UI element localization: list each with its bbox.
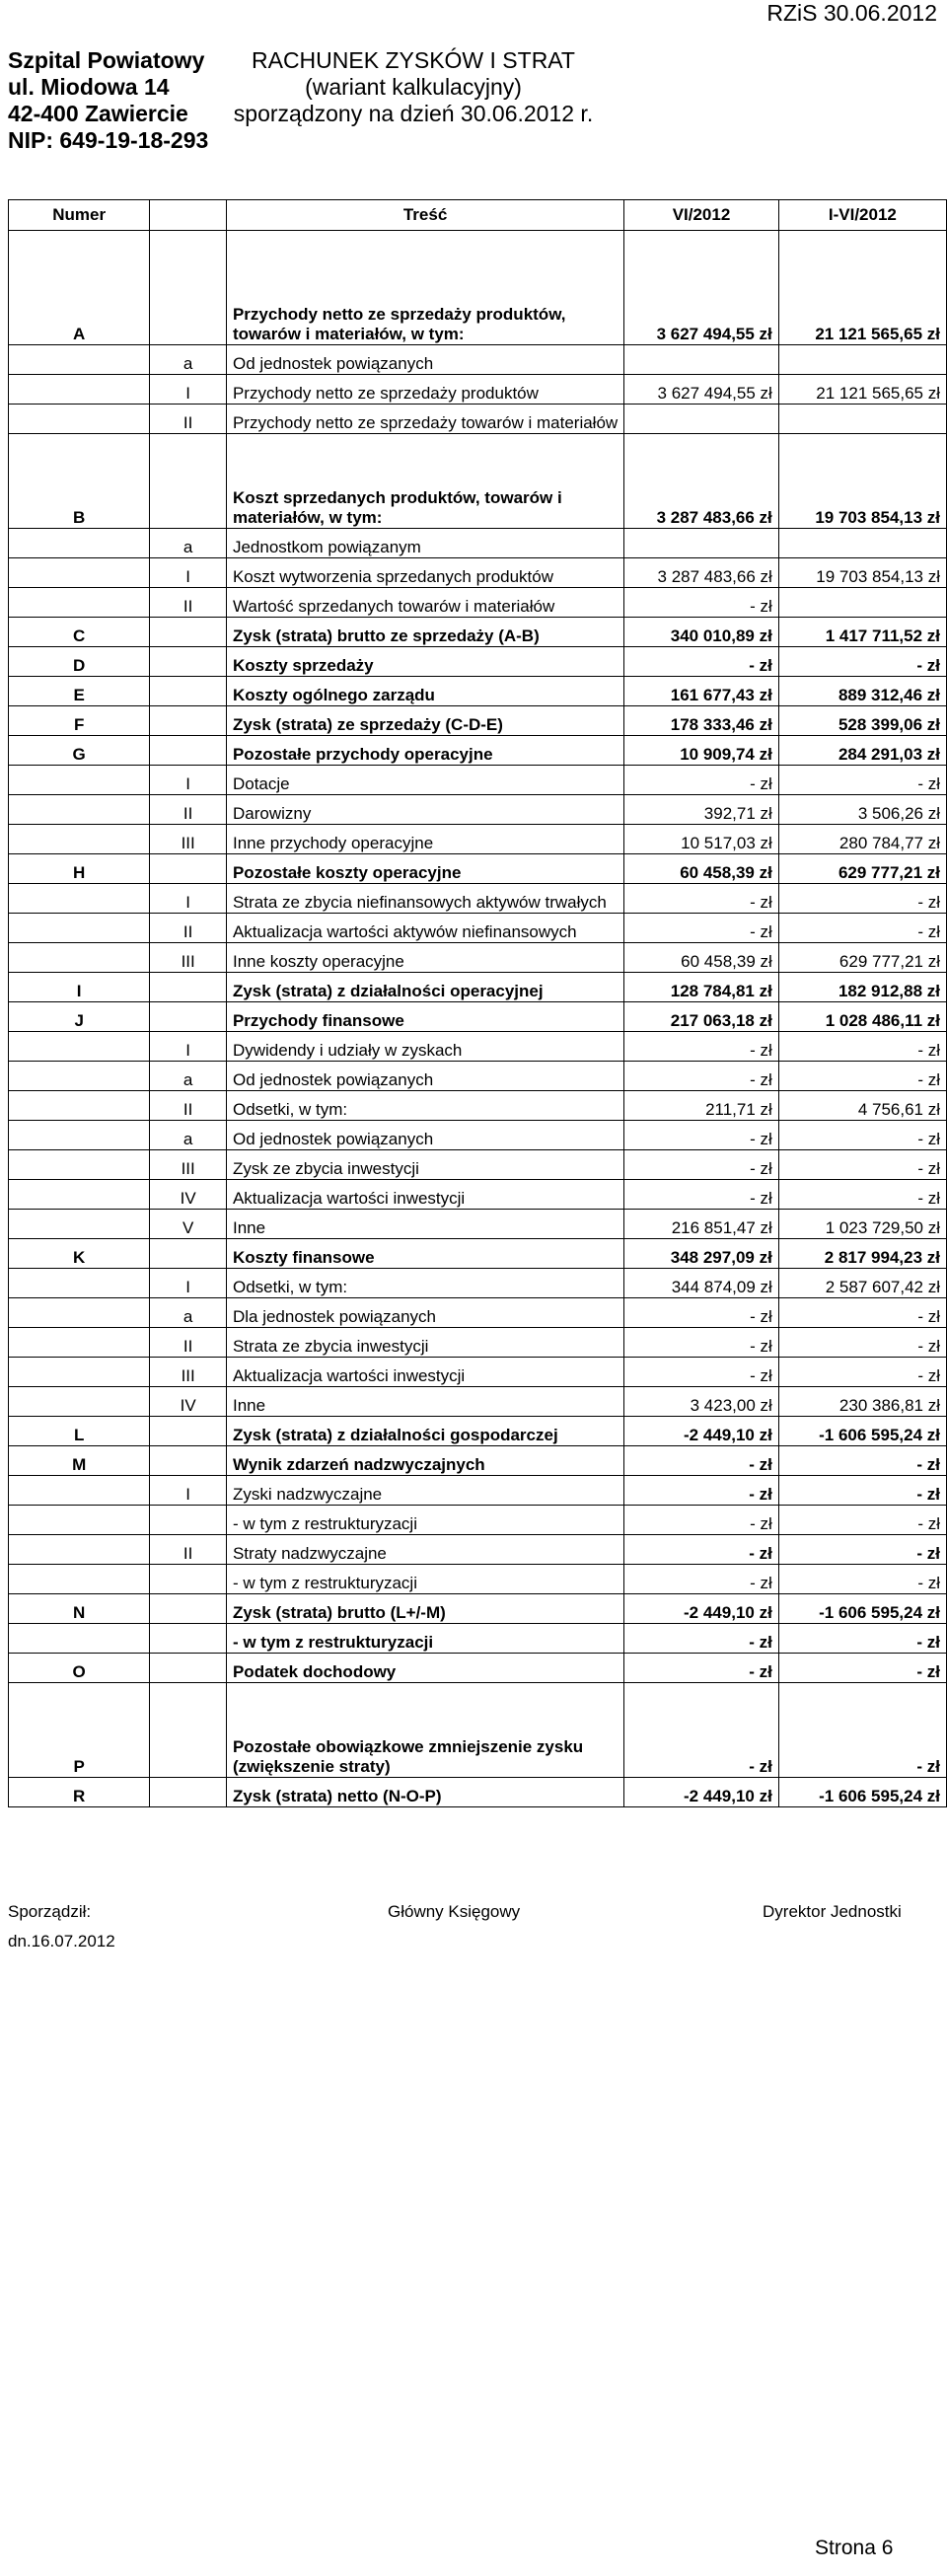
- row-description: Odsetki, w tym:: [226, 1091, 623, 1121]
- col-header-ytd: I-VI/2012: [778, 200, 946, 231]
- table-row: [9, 1654, 947, 1683]
- table-row: [9, 1328, 947, 1358]
- table-row: [9, 529, 947, 558]
- table-row: [9, 825, 947, 854]
- report-date: sporządzony na dzień 30.06.2012 r.: [233, 101, 594, 126]
- row-subnumber: III: [150, 825, 227, 854]
- row-description: Pozostałe koszty operacyjne: [226, 854, 623, 884]
- row-value-ytd: 629 777,21 zł: [778, 943, 946, 973]
- row-subnumber: [150, 434, 227, 529]
- row-value-month: - zł: [624, 1446, 779, 1476]
- row-number: [9, 1210, 150, 1239]
- row-number: F: [9, 706, 150, 736]
- row-number: [9, 766, 150, 795]
- row-subnumber: [150, 618, 227, 647]
- table-row: [9, 1535, 947, 1565]
- row-value-ytd: 889 312,46 zł: [778, 677, 946, 706]
- report-title: RACHUNEK ZYSKÓW I STRAT: [252, 47, 575, 73]
- table-row: [9, 677, 947, 706]
- row-description: Przychody netto ze sprzedaży produktów, towarów i materiałów, w tym:: [226, 231, 623, 345]
- company-street: ul. Miodowa 14: [8, 74, 170, 100]
- row-subnumber: I: [150, 375, 227, 405]
- row-value-ytd: -1 606 595,24 zł: [778, 1417, 946, 1446]
- row-value-month: 392,71 zł: [624, 795, 779, 825]
- row-number: R: [9, 1778, 150, 1807]
- row-number: M: [9, 1446, 150, 1476]
- row-description: Zysk (strata) z działalności operacyjnej: [226, 973, 623, 1002]
- row-value-ytd: [778, 345, 946, 375]
- row-value-month: 3 627 494,55 zł: [624, 375, 779, 405]
- table-row: [9, 1417, 947, 1446]
- row-value-month: [624, 405, 779, 434]
- row-subnumber: II: [150, 588, 227, 618]
- row-value-month: 340 010,89 zł: [624, 618, 779, 647]
- row-description: Dywidendy i udziały w zyskach: [226, 1032, 623, 1062]
- row-number: [9, 558, 150, 588]
- table-row: [9, 405, 947, 434]
- row-value-ytd: -1 606 595,24 zł: [778, 1778, 946, 1807]
- director-label: Dyrektor Jednostki: [763, 1902, 902, 1921]
- row-value-ytd: - zł: [778, 1062, 946, 1091]
- row-description: Zysk (strata) z działalności gospodarczej: [226, 1417, 623, 1446]
- row-value-month: - zł: [624, 588, 779, 618]
- row-subnumber: II: [150, 1091, 227, 1121]
- row-value-ytd: 629 777,21 zł: [778, 854, 946, 884]
- row-number: [9, 1298, 150, 1328]
- row-value-ytd: - zł: [778, 1683, 946, 1778]
- row-subnumber: III: [150, 1358, 227, 1387]
- row-value-month: - zł: [624, 884, 779, 914]
- row-value-month: 60 458,39 zł: [624, 854, 779, 884]
- table-row: [9, 914, 947, 943]
- row-subnumber: a: [150, 1062, 227, 1091]
- row-value-month: 10 517,03 zł: [624, 825, 779, 854]
- row-value-ytd: 19 703 854,13 zł: [778, 558, 946, 588]
- report-signing-date: dn.16.07.2012: [8, 1932, 115, 1950]
- row-description: - w tym z restrukturyzacji: [226, 1506, 623, 1535]
- row-value-month: 3 423,00 zł: [624, 1387, 779, 1417]
- row-value-ytd: 3 506,26 zł: [778, 795, 946, 825]
- row-value-ytd: - zł: [778, 647, 946, 677]
- table-row: [9, 943, 947, 973]
- row-subnumber: a: [150, 345, 227, 375]
- table-header-row: [9, 200, 947, 231]
- row-subnumber: [150, 1778, 227, 1807]
- row-value-month: - zł: [624, 1535, 779, 1565]
- row-description: Przychody netto ze sprzedaży produktów: [226, 375, 623, 405]
- row-number: [9, 1358, 150, 1387]
- table-row: [9, 618, 947, 647]
- row-number: N: [9, 1594, 150, 1624]
- row-description: Od jednostek powiązanych: [226, 1062, 623, 1091]
- row-description: Podatek dochodowy: [226, 1654, 623, 1683]
- table-row: [9, 434, 947, 529]
- table-row: [9, 647, 947, 677]
- row-description: Pozostałe przychody operacyjne: [226, 736, 623, 766]
- row-value-month: -2 449,10 zł: [624, 1594, 779, 1624]
- table-row: [9, 1476, 947, 1506]
- row-subnumber: a: [150, 1298, 227, 1328]
- row-value-ytd: 1 028 486,11 zł: [778, 1002, 946, 1032]
- row-value-ytd: 21 121 565,65 zł: [778, 231, 946, 345]
- row-description: Strata ze zbycia inwestycji: [226, 1328, 623, 1358]
- company-city: 42-400 Zawiercie: [8, 101, 188, 126]
- table-row: [9, 973, 947, 1002]
- table-row: [9, 854, 947, 884]
- table-row: [9, 231, 947, 345]
- row-number: E: [9, 677, 150, 706]
- row-value-ytd: -1 606 595,24 zł: [778, 1594, 946, 1624]
- row-subnumber: II: [150, 405, 227, 434]
- row-subnumber: [150, 1654, 227, 1683]
- row-number: L: [9, 1417, 150, 1446]
- table-row: [9, 706, 947, 736]
- row-subnumber: [150, 1565, 227, 1594]
- row-number: H: [9, 854, 150, 884]
- row-value-month: 10 909,74 zł: [624, 736, 779, 766]
- row-subnumber: I: [150, 558, 227, 588]
- row-subnumber: a: [150, 529, 227, 558]
- row-number: [9, 1121, 150, 1150]
- report-variant: (wariant kalkulacyjny): [305, 74, 522, 100]
- row-description: Zysk (strata) netto (N-O-P): [226, 1778, 623, 1807]
- row-description: Koszty finansowe: [226, 1239, 623, 1269]
- row-value-month: 60 458,39 zł: [624, 943, 779, 973]
- row-description: - w tym z restrukturyzacji: [226, 1624, 623, 1654]
- row-number: [9, 1387, 150, 1417]
- row-description: Aktualizacja wartości inwestycji: [226, 1180, 623, 1210]
- row-value-month: - zł: [624, 914, 779, 943]
- row-subnumber: II: [150, 795, 227, 825]
- row-number: [9, 914, 150, 943]
- table-row: [9, 1150, 947, 1180]
- row-description: Jednostkom powiązanym: [226, 529, 623, 558]
- row-value-month: 348 297,09 zł: [624, 1239, 779, 1269]
- row-description: Zysk (strata) brutto ze sprzedaży (A-B): [226, 618, 623, 647]
- row-description: Aktualizacja wartości aktywów niefinansowych: [226, 914, 623, 943]
- row-subnumber: V: [150, 1210, 227, 1239]
- row-subnumber: [150, 647, 227, 677]
- table-row: [9, 736, 947, 766]
- row-subnumber: III: [150, 943, 227, 973]
- row-subnumber: [150, 1002, 227, 1032]
- table-row: [9, 1387, 947, 1417]
- row-subnumber: I: [150, 1476, 227, 1506]
- table-row: [9, 1298, 947, 1328]
- row-value-ytd: - zł: [778, 1565, 946, 1594]
- table-row: [9, 1683, 947, 1778]
- row-value-ytd: - zł: [778, 1535, 946, 1565]
- col-header-month: VI/2012: [624, 200, 779, 231]
- row-subnumber: a: [150, 1121, 227, 1150]
- table-row: [9, 345, 947, 375]
- row-description: Inne: [226, 1387, 623, 1417]
- row-subnumber: [150, 231, 227, 345]
- row-value-ytd: 4 756,61 zł: [778, 1091, 946, 1121]
- row-description: Koszt sprzedanych produktów, towarów i materiałów, w tym:: [226, 434, 623, 529]
- col-header-content: Treść: [226, 200, 623, 231]
- row-subnumber: III: [150, 1150, 227, 1180]
- row-subnumber: II: [150, 914, 227, 943]
- row-value-month: [624, 529, 779, 558]
- row-number: [9, 529, 150, 558]
- row-value-ytd: 1 417 711,52 zł: [778, 618, 946, 647]
- row-description: Koszty ogólnego zarządu: [226, 677, 623, 706]
- row-number: C: [9, 618, 150, 647]
- chief-accountant-label: Główny Księgowy: [388, 1902, 521, 1921]
- row-description: Koszty sprzedaży: [226, 647, 623, 677]
- row-number: [9, 375, 150, 405]
- row-subnumber: I: [150, 1269, 227, 1298]
- row-subnumber: II: [150, 1535, 227, 1565]
- row-description: - w tym z restrukturyzacji: [226, 1565, 623, 1594]
- table-row: [9, 766, 947, 795]
- row-description: Wartość sprzedanych towarów i materiałów: [226, 588, 623, 618]
- row-value-month: 178 333,46 zł: [624, 706, 779, 736]
- col-header-number: Numer: [9, 200, 150, 231]
- row-value-ytd: - zł: [778, 1328, 946, 1358]
- row-value-month: - zł: [624, 1506, 779, 1535]
- income-statement-table: [8, 199, 947, 1807]
- row-description: Pozostałe obowiązkowe zmniejszenie zysku (zwiększenie straty): [226, 1683, 623, 1778]
- row-value-month: - zł: [624, 1062, 779, 1091]
- row-description: Od jednostek powiązanych: [226, 1121, 623, 1150]
- row-number: J: [9, 1002, 150, 1032]
- row-subnumber: [150, 1506, 227, 1535]
- row-value-ytd: 280 784,77 zł: [778, 825, 946, 854]
- row-value-month: - zł: [624, 1624, 779, 1654]
- row-value-month: - zł: [624, 1032, 779, 1062]
- row-description: Aktualizacja wartości inwestycji: [226, 1358, 623, 1387]
- row-number: [9, 1506, 150, 1535]
- row-subnumber: [150, 854, 227, 884]
- table-row: [9, 1002, 947, 1032]
- row-description: Darowizny: [226, 795, 623, 825]
- row-description: Dotacje: [226, 766, 623, 795]
- row-value-ytd: - zł: [778, 1298, 946, 1328]
- row-number: A: [9, 231, 150, 345]
- table-row: [9, 1239, 947, 1269]
- row-value-ytd: - zł: [778, 914, 946, 943]
- row-subnumber: [150, 973, 227, 1002]
- row-value-month: -2 449,10 zł: [624, 1417, 779, 1446]
- row-number: [9, 1269, 150, 1298]
- row-number: [9, 1091, 150, 1121]
- row-value-month: - zł: [624, 1654, 779, 1683]
- row-value-ytd: 2 817 994,23 zł: [778, 1239, 946, 1269]
- table-row: [9, 588, 947, 618]
- row-number: I: [9, 973, 150, 1002]
- row-value-ytd: - zł: [778, 884, 946, 914]
- row-subnumber: IV: [150, 1180, 227, 1210]
- row-number: [9, 345, 150, 375]
- row-value-month: 3 287 483,66 zł: [624, 558, 779, 588]
- row-value-month: 3 627 494,55 zł: [624, 231, 779, 345]
- row-number: [9, 943, 150, 973]
- page-number: Strona 6: [815, 2537, 894, 2559]
- row-number: B: [9, 434, 150, 529]
- row-value-ytd: 19 703 854,13 zł: [778, 434, 946, 529]
- col-header-subnumber: [150, 200, 227, 231]
- row-description: Dla jednostek powiązanych: [226, 1298, 623, 1328]
- table-row: [9, 1506, 947, 1535]
- row-number: [9, 884, 150, 914]
- row-description: Przychody netto ze sprzedaży towarów i materiałów: [226, 405, 623, 434]
- row-value-month: - zł: [624, 1121, 779, 1150]
- row-description: Od jednostek powiązanych: [226, 345, 623, 375]
- row-value-month: - zł: [624, 766, 779, 795]
- row-value-month: - zł: [624, 1683, 779, 1778]
- row-value-month: 161 677,43 zł: [624, 677, 779, 706]
- row-number: [9, 588, 150, 618]
- row-value-ytd: - zł: [778, 1358, 946, 1387]
- table-row: [9, 1624, 947, 1654]
- row-value-month: - zł: [624, 1358, 779, 1387]
- row-description: Zyski nadzwyczajne: [226, 1476, 623, 1506]
- row-subnumber: IV: [150, 1387, 227, 1417]
- row-number: [9, 1328, 150, 1358]
- table-row: [9, 1269, 947, 1298]
- table-row: [9, 884, 947, 914]
- company-block: [8, 47, 208, 154]
- row-value-ytd: 230 386,81 zł: [778, 1387, 946, 1417]
- row-number: [9, 1624, 150, 1654]
- row-subnumber: I: [150, 1032, 227, 1062]
- row-subnumber: [150, 1683, 227, 1778]
- row-description: Straty nadzwyczajne: [226, 1535, 623, 1565]
- row-value-month: - zł: [624, 1328, 779, 1358]
- table-row: [9, 1091, 947, 1121]
- row-value-month: - zł: [624, 1565, 779, 1594]
- row-description: Koszt wytworzenia sprzedanych produktów: [226, 558, 623, 588]
- row-description: Zysk (strata) ze sprzedaży (C-D-E): [226, 706, 623, 736]
- row-subnumber: [150, 1417, 227, 1446]
- row-value-ytd: 284 291,03 zł: [778, 736, 946, 766]
- row-description: Zysk ze zbycia inwestycji: [226, 1150, 623, 1180]
- row-subnumber: I: [150, 884, 227, 914]
- row-subnumber: II: [150, 1328, 227, 1358]
- report-id: RZiS 30.06.2012: [766, 0, 937, 26]
- row-value-ytd: 21 121 565,65 zł: [778, 375, 946, 405]
- row-description: Inne przychody operacyjne: [226, 825, 623, 854]
- table-row: [9, 375, 947, 405]
- row-value-ytd: 528 399,06 zł: [778, 706, 946, 736]
- row-number: G: [9, 736, 150, 766]
- row-description: Przychody finansowe: [226, 1002, 623, 1032]
- report-title-block: [231, 47, 596, 127]
- row-value-ytd: - zł: [778, 1032, 946, 1062]
- row-value-ytd: 182 912,88 zł: [778, 973, 946, 1002]
- row-subnumber: [150, 1594, 227, 1624]
- table-row: [9, 1121, 947, 1150]
- prepared-by-label: Sporządził:: [8, 1902, 92, 1921]
- row-value-ytd: - zł: [778, 1180, 946, 1210]
- row-number: O: [9, 1654, 150, 1683]
- row-value-ytd: - zł: [778, 1654, 946, 1683]
- row-value-ytd: - zł: [778, 1506, 946, 1535]
- table-row: [9, 1210, 947, 1239]
- row-subnumber: [150, 736, 227, 766]
- row-subnumber: [150, 706, 227, 736]
- row-subnumber: [150, 1446, 227, 1476]
- table-row: [9, 1446, 947, 1476]
- row-subnumber: [150, 1239, 227, 1269]
- table-row: [9, 1180, 947, 1210]
- row-value-month: - zł: [624, 1180, 779, 1210]
- row-subnumber: I: [150, 766, 227, 795]
- table-row: [9, 558, 947, 588]
- row-value-month: - zł: [624, 1150, 779, 1180]
- row-value-ytd: - zł: [778, 766, 946, 795]
- row-value-ytd: [778, 405, 946, 434]
- row-number: [9, 1150, 150, 1180]
- row-value-month: 344 874,09 zł: [624, 1269, 779, 1298]
- row-description: Strata ze zbycia niefinansowych aktywów trwałych: [226, 884, 623, 914]
- row-value-ytd: 2 587 607,42 zł: [778, 1269, 946, 1298]
- row-value-month: 128 784,81 zł: [624, 973, 779, 1002]
- row-value-month: 216 851,47 zł: [624, 1210, 779, 1239]
- row-subnumber: [150, 677, 227, 706]
- row-number: [9, 1032, 150, 1062]
- table-row: [9, 1778, 947, 1807]
- row-value-ytd: - zł: [778, 1121, 946, 1150]
- row-number: K: [9, 1239, 150, 1269]
- row-value-ytd: - zł: [778, 1446, 946, 1476]
- row-description: Inne koszty operacyjne: [226, 943, 623, 973]
- row-value-ytd: - zł: [778, 1624, 946, 1654]
- row-number: [9, 1565, 150, 1594]
- table-row: [9, 1594, 947, 1624]
- row-value-month: [624, 345, 779, 375]
- table-row: [9, 1358, 947, 1387]
- table-row: [9, 1062, 947, 1091]
- row-number: [9, 1535, 150, 1565]
- row-value-ytd: 1 023 729,50 zł: [778, 1210, 946, 1239]
- row-number: [9, 1062, 150, 1091]
- row-description: Odsetki, w tym:: [226, 1269, 623, 1298]
- row-number: P: [9, 1683, 150, 1778]
- row-value-ytd: [778, 529, 946, 558]
- row-description: Wynik zdarzeń nadzwyczajnych: [226, 1446, 623, 1476]
- row-description: Zysk (strata) brutto (L+/-M): [226, 1594, 623, 1624]
- row-value-month: -2 449,10 zł: [624, 1778, 779, 1807]
- row-value-month: - zł: [624, 1298, 779, 1328]
- row-subnumber: [150, 1624, 227, 1654]
- row-value-month: 217 063,18 zł: [624, 1002, 779, 1032]
- table-row: [9, 795, 947, 825]
- row-value-month: - zł: [624, 1476, 779, 1506]
- table-row: [9, 1032, 947, 1062]
- row-value-month: 211,71 zł: [624, 1091, 779, 1121]
- row-value-ytd: [778, 588, 946, 618]
- row-number: [9, 1476, 150, 1506]
- company-name: Szpital Powiatowy: [8, 47, 205, 73]
- row-value-month: 3 287 483,66 zł: [624, 434, 779, 529]
- row-value-ytd: - zł: [778, 1476, 946, 1506]
- row-value-month: - zł: [624, 647, 779, 677]
- row-value-ytd: - zł: [778, 1150, 946, 1180]
- row-number: [9, 795, 150, 825]
- company-nip: NIP: 649-19-18-293: [8, 127, 209, 153]
- row-number: [9, 825, 150, 854]
- table-row: [9, 1565, 947, 1594]
- row-number: D: [9, 647, 150, 677]
- row-description: Inne: [226, 1210, 623, 1239]
- row-number: [9, 1180, 150, 1210]
- row-number: [9, 405, 150, 434]
